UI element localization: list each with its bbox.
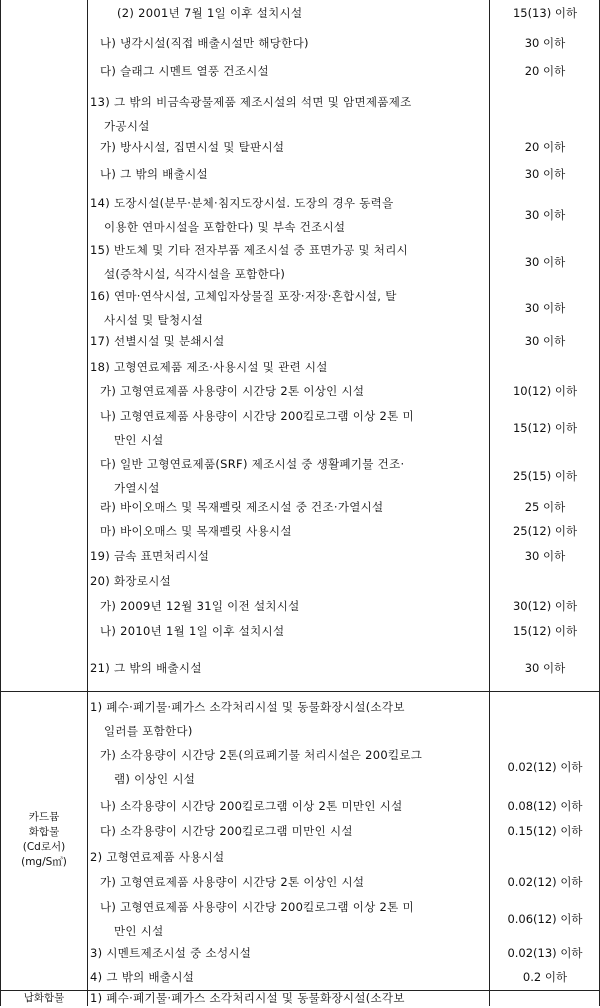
category-cadmium-line: (Cd로서) [22, 841, 66, 853]
row-description: 가) 소각용량이 시간당 2톤(의료폐기물 처리시설은 200킬로그 [100, 748, 423, 762]
row-description: 나) 소각용량이 시간당 200킬로그램 이상 2톤 미만인 시설 [100, 799, 403, 813]
category-lead-line: 납화합물 [23, 992, 65, 1004]
category-cadmium-line: 화합물 [28, 826, 60, 838]
row-limit-value: 0.15(12) 이하 [507, 824, 583, 838]
row-limit-value: 25 이하 [524, 500, 566, 514]
row-description: 17) 선별시설 및 분쇄시설 [90, 334, 225, 348]
row-limit-value: 10(12) 이하 [512, 384, 578, 398]
row-description: 1) 폐수·폐기물·폐가스 소각처리시설 및 동물화장시설(소각보 [90, 991, 405, 1005]
row-limit-value: 15(13) 이하 [512, 6, 578, 20]
row-limit-value: 15(12) 이하 [512, 421, 578, 435]
row-description: 가) 방사시설, 집면시설 및 탈판시설 [100, 140, 285, 154]
row-description: 2) 고형연료제품 사용시설 [90, 850, 225, 864]
row-description: 15) 반도체 및 기타 전자부품 제조시설 중 표면가공 및 처리시 [90, 243, 409, 257]
row-description: 가공시설 [104, 119, 150, 133]
category-cadmium-line: 카드뮴 [28, 811, 60, 823]
row-description: 나) 고형연료제품 사용량이 시간당 200킬로그램 이상 2톤 미 [100, 409, 414, 423]
row-description: 1) 폐수·폐기물·폐가스 소각처리시설 및 동물화장시설(소각보 [90, 700, 405, 714]
row-description: 만인 시설 [114, 433, 164, 447]
category-cadmium [0, 810, 88, 870]
row-description: 설(증착시설, 식각시설을 포함한다) [104, 267, 286, 281]
row-limit-value: 0.02(12) 이하 [507, 875, 583, 889]
row-description: 이용한 연마시설을 포함한다) 및 부속 건조시설 [104, 220, 346, 234]
row-limit-value: 0.08(12) 이하 [507, 799, 583, 813]
row-description: 14) 도장시설(분무·분체·침지도장시설. 도장의 경우 동력을 [90, 196, 394, 210]
row-limit-value: 0.06(12) 이하 [507, 912, 583, 926]
row-description: 나) 2010년 1월 1일 이후 설치시설 [100, 624, 285, 638]
row-description: 나) 냉각시설(직접 배출시설만 해당한다) [100, 36, 309, 50]
row-description: 나) 그 밖의 배출시설 [100, 167, 208, 181]
row-description: 가) 고형연료제품 사용량이 시간당 2톤 이상인 시설 [100, 875, 365, 889]
row-limit-value: 30 이하 [524, 334, 566, 348]
row-description: 20) 화장로시설 [90, 574, 172, 588]
row-limit-value: 15(12) 이하 [512, 624, 578, 638]
row-description: 사시설 및 탈청시설 [104, 313, 204, 327]
row-description: 4) 그 밖의 배출시설 [90, 970, 195, 984]
row-description: (2) 2001년 7월 1일 이후 설치시설 [117, 6, 303, 20]
row-description: 다) 슬래그 시멘트 열풍 건조시설 [100, 64, 269, 78]
row-limit-value: 20 이하 [524, 140, 566, 154]
row-description: 만인 시설 [114, 924, 164, 938]
row-description: 18) 고형연료제품 제조·사용시설 및 관련 시설 [90, 360, 328, 374]
row-limit-value: 0.2 이하 [522, 970, 568, 984]
row-limit-value: 25(15) 이하 [512, 469, 578, 483]
row-limit-value: 30 이하 [524, 255, 566, 269]
row-description: 19) 금속 표면처리시설 [90, 549, 210, 563]
row-limit-value: 30 이하 [524, 301, 566, 315]
row-description: 3) 시멘트제조시설 중 소성시설 [90, 946, 252, 960]
row-description: 16) 연마·연삭시설, 고체입자상물질 포장·저장·혼합시설, 탈 [90, 289, 397, 303]
row-limit-value: 20 이하 [524, 64, 566, 78]
row-description: 다) 일반 고형연료제품(SRF) 제조시설 중 생활폐기물 건조· [100, 457, 405, 471]
row-description: 라) 바이오매스 및 목재펠릿 제조시설 중 건조·가열시설 [100, 500, 384, 514]
row-description: 가) 고형연료제품 사용량이 시간당 2톤 이상인 시설 [100, 384, 365, 398]
row-description: 일러를 포함한다) [104, 724, 193, 738]
row-limit-value: 30 이하 [524, 549, 566, 563]
category-cadmium-line: (mg/S㎥) [21, 856, 67, 868]
row-description: 21) 그 밖의 배출시설 [90, 661, 202, 675]
category-lead [0, 991, 88, 1006]
row-description: 13) 그 밖의 비금속광물제품 제조시설의 석면 및 암면제품제조 [90, 95, 412, 109]
row-limit-value: 30(12) 이하 [512, 599, 578, 613]
row-limit-value: 0.02(12) 이하 [507, 760, 583, 774]
row-description: 가열시설 [114, 481, 160, 495]
row-limit-value: 30 이하 [524, 167, 566, 181]
section-divider-cadmium [0, 691, 600, 692]
row-limit-value: 30 이하 [524, 661, 566, 675]
row-description: 가) 2009년 12월 31일 이전 설치시설 [100, 599, 300, 613]
row-description: 다) 소각용량이 시간당 200킬로그램 미만인 시설 [100, 824, 353, 838]
row-description: 램) 이상인 시설 [114, 772, 196, 786]
row-description: 마) 바이오매스 및 목재펠릿 사용시설 [100, 524, 292, 538]
row-limit-value: 30 이하 [524, 208, 566, 222]
row-limit-value: 25(12) 이하 [512, 524, 578, 538]
row-description: 나) 고형연료제품 사용량이 시간당 200킬로그램 이상 2톤 미 [100, 900, 414, 914]
row-limit-value: 30 이하 [524, 36, 566, 50]
row-limit-value: 0.02(13) 이하 [507, 946, 583, 960]
